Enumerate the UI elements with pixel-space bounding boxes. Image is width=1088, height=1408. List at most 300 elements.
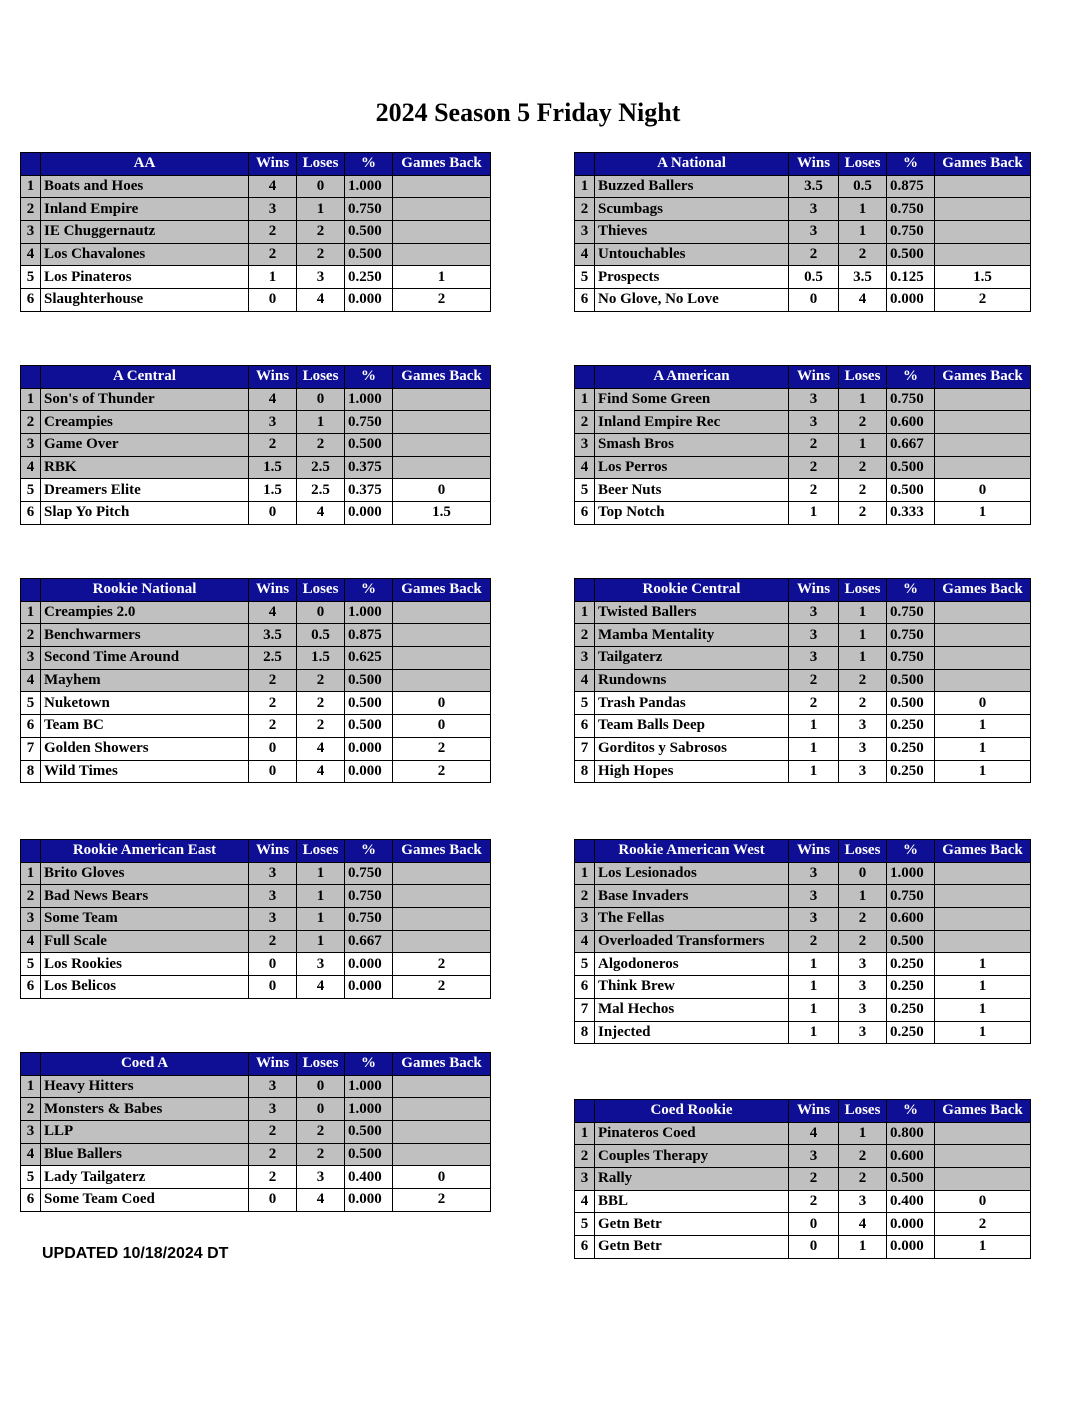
rank-cell: 6 xyxy=(575,289,595,312)
standings-row xyxy=(21,862,491,885)
pct-cell: 0.750 xyxy=(887,647,935,670)
loses-cell: 2 xyxy=(839,456,887,479)
games-back-header: Games Back xyxy=(393,366,491,389)
standings-row xyxy=(575,998,1031,1021)
loses-cell: 4 xyxy=(297,1189,345,1212)
games-back-cell: 0 xyxy=(935,479,1031,502)
games-back-cell xyxy=(393,908,491,931)
rank-cell: 2 xyxy=(21,624,41,647)
rank-cell: 3 xyxy=(575,908,595,931)
loses-cell: 1 xyxy=(297,908,345,931)
division-table xyxy=(20,365,491,525)
division-table xyxy=(20,1052,491,1212)
wins-cell: 3 xyxy=(789,411,839,434)
rank-cell: 1 xyxy=(575,388,595,411)
wins-cell: 3 xyxy=(789,221,839,244)
wins-cell: 3 xyxy=(789,198,839,221)
wins-cell: 0 xyxy=(249,737,297,760)
wins-cell: 2 xyxy=(249,715,297,738)
loses-cell: 2 xyxy=(297,715,345,738)
pct-cell: 0.500 xyxy=(887,479,935,502)
loses-cell: 0 xyxy=(297,1075,345,1098)
wins-cell: 1.5 xyxy=(249,479,297,502)
wins-cell: 1 xyxy=(789,976,839,999)
pct-cell: 0.000 xyxy=(345,289,393,312)
wins-header: Wins xyxy=(789,153,839,176)
team-name: Slaughterhouse xyxy=(41,289,249,312)
team-name: Pinateros Coed xyxy=(595,1122,789,1145)
games-back-cell: 1 xyxy=(393,266,491,289)
pct-cell: 0.250 xyxy=(345,266,393,289)
pct-cell: 0.750 xyxy=(887,221,935,244)
games-back-cell xyxy=(393,647,491,670)
wins-cell: 1 xyxy=(249,266,297,289)
team-name: Creampies xyxy=(41,411,249,434)
wins-cell: 0 xyxy=(249,953,297,976)
rank-cell: 2 xyxy=(575,1145,595,1168)
standings-row xyxy=(21,624,491,647)
division-name: A Central xyxy=(41,366,249,389)
rank-header xyxy=(21,579,41,602)
standings-row xyxy=(21,1166,491,1189)
team-name: Los Perros xyxy=(595,456,789,479)
division-table xyxy=(574,839,1031,1044)
loses-cell: 2 xyxy=(839,930,887,953)
games-back-cell xyxy=(935,601,1031,624)
games-back-cell: 0 xyxy=(393,479,491,502)
loses-cell: 1 xyxy=(839,1122,887,1145)
pct-header: % xyxy=(887,153,935,176)
rank-cell: 6 xyxy=(21,976,41,999)
games-back-cell xyxy=(393,1143,491,1166)
wins-cell: 2 xyxy=(249,243,297,266)
wins-cell: 2 xyxy=(249,930,297,953)
standings-row xyxy=(21,647,491,670)
loses-header: Loses xyxy=(839,840,887,863)
games-back-cell xyxy=(393,624,491,647)
team-name: Tailgaterz xyxy=(595,647,789,670)
loses-cell: 3 xyxy=(297,953,345,976)
rank-cell: 6 xyxy=(575,715,595,738)
wins-cell: 2 xyxy=(789,1190,839,1213)
division-name: Rookie Central xyxy=(595,579,789,602)
team-name: Algodoneros xyxy=(595,953,789,976)
games-back-cell: 2 xyxy=(935,1213,1031,1236)
loses-cell: 0 xyxy=(839,862,887,885)
division-name: A American xyxy=(595,366,789,389)
rank-cell: 8 xyxy=(575,1021,595,1044)
team-name: Beer Nuts xyxy=(595,479,789,502)
standings-row xyxy=(575,289,1031,312)
games-back-cell xyxy=(935,221,1031,244)
rank-cell: 5 xyxy=(575,1213,595,1236)
loses-header: Loses xyxy=(839,366,887,389)
loses-cell: 1 xyxy=(839,388,887,411)
standings-row xyxy=(21,502,491,525)
rank-cell: 4 xyxy=(575,669,595,692)
loses-cell: 3 xyxy=(297,1166,345,1189)
team-name: Wild Times xyxy=(41,760,249,783)
loses-cell: 1 xyxy=(297,862,345,885)
wins-cell: 2 xyxy=(789,456,839,479)
wins-cell: 3 xyxy=(789,601,839,624)
team-name: Blue Ballers xyxy=(41,1143,249,1166)
games-back-cell xyxy=(393,198,491,221)
team-name: Second Time Around xyxy=(41,647,249,670)
wins-cell: 3 xyxy=(789,388,839,411)
pct-cell: 0.000 xyxy=(345,737,393,760)
rank-cell: 4 xyxy=(575,930,595,953)
pct-cell: 0.500 xyxy=(887,1168,935,1191)
pct-cell: 0.400 xyxy=(887,1190,935,1213)
wins-cell: 2 xyxy=(249,221,297,244)
games-back-cell: 2 xyxy=(393,289,491,312)
pct-cell: 0.250 xyxy=(887,760,935,783)
rank-cell: 4 xyxy=(575,1190,595,1213)
games-back-cell xyxy=(935,434,1031,457)
pct-cell: 0.500 xyxy=(887,930,935,953)
wins-cell: 3 xyxy=(789,647,839,670)
loses-cell: 3 xyxy=(839,715,887,738)
standings-row xyxy=(21,908,491,931)
rank-cell: 6 xyxy=(575,976,595,999)
wins-cell: 4 xyxy=(249,601,297,624)
rank-cell: 3 xyxy=(575,434,595,457)
pct-cell: 0.750 xyxy=(887,198,935,221)
rank-cell: 1 xyxy=(21,1075,41,1098)
wins-cell: 2 xyxy=(789,434,839,457)
standings-row xyxy=(575,434,1031,457)
loses-cell: 2 xyxy=(297,1121,345,1144)
standings-row xyxy=(575,479,1031,502)
loses-header: Loses xyxy=(839,153,887,176)
rank-cell: 4 xyxy=(21,243,41,266)
team-name: Bad News Bears xyxy=(41,885,249,908)
games-back-header: Games Back xyxy=(935,366,1031,389)
team-name: Creampies 2.0 xyxy=(41,601,249,624)
loses-cell: 0 xyxy=(297,175,345,198)
pct-header: % xyxy=(345,366,393,389)
standings-row xyxy=(575,737,1031,760)
division-table xyxy=(574,1099,1031,1259)
standings-row xyxy=(575,1122,1031,1145)
loses-cell: 1 xyxy=(839,1236,887,1259)
rank-header xyxy=(21,840,41,863)
division-name: Rookie National xyxy=(41,579,249,602)
pct-cell: 0.500 xyxy=(345,715,393,738)
rank-cell: 6 xyxy=(575,1236,595,1259)
pct-cell: 0.500 xyxy=(887,456,935,479)
rank-cell: 5 xyxy=(575,266,595,289)
standings-row xyxy=(21,198,491,221)
division-table xyxy=(20,152,491,312)
wins-cell: 1 xyxy=(789,1021,839,1044)
pct-cell: 1.000 xyxy=(345,175,393,198)
pct-cell: 0.600 xyxy=(887,908,935,931)
division-name: Coed A xyxy=(41,1053,249,1076)
standings-row xyxy=(21,1121,491,1144)
wins-cell: 3.5 xyxy=(249,624,297,647)
wins-cell: 1 xyxy=(789,715,839,738)
pct-cell: 0.750 xyxy=(345,885,393,908)
team-name: Son's of Thunder xyxy=(41,388,249,411)
division-table xyxy=(574,365,1031,525)
pct-cell: 0.250 xyxy=(887,715,935,738)
team-name: Brito Gloves xyxy=(41,862,249,885)
rank-cell: 1 xyxy=(21,388,41,411)
loses-header: Loses xyxy=(297,366,345,389)
standings-row xyxy=(21,601,491,624)
games-back-cell xyxy=(393,1098,491,1121)
pct-header: % xyxy=(345,579,393,602)
rank-header xyxy=(575,153,595,176)
team-name: Los Lesionados xyxy=(595,862,789,885)
pct-cell: 0.125 xyxy=(887,266,935,289)
rank-cell: 6 xyxy=(21,715,41,738)
loses-cell: 4 xyxy=(297,502,345,525)
games-back-cell: 1 xyxy=(935,737,1031,760)
rank-cell: 6 xyxy=(21,502,41,525)
games-back-header: Games Back xyxy=(935,153,1031,176)
loses-header: Loses xyxy=(297,1053,345,1076)
standings-row xyxy=(575,692,1031,715)
wins-cell: 3.5 xyxy=(789,175,839,198)
pct-cell: 0.750 xyxy=(345,862,393,885)
pct-header: % xyxy=(887,1100,935,1123)
games-back-cell: 0 xyxy=(393,692,491,715)
wins-cell: 1 xyxy=(789,998,839,1021)
games-back-header: Games Back xyxy=(935,840,1031,863)
standings-row xyxy=(575,930,1031,953)
team-name: Boats and Hoes xyxy=(41,175,249,198)
games-back-cell: 2 xyxy=(393,1189,491,1212)
loses-header: Loses xyxy=(839,579,887,602)
games-back-cell: 2 xyxy=(393,976,491,999)
pct-cell: 0.750 xyxy=(345,198,393,221)
rank-cell: 4 xyxy=(575,243,595,266)
team-name: Trash Pandas xyxy=(595,692,789,715)
header-row xyxy=(575,366,1031,389)
pct-cell: 0.500 xyxy=(345,434,393,457)
standings-row xyxy=(21,1075,491,1098)
loses-cell: 3 xyxy=(839,1190,887,1213)
header-row xyxy=(21,840,491,863)
team-name: IE Chuggernautz xyxy=(41,221,249,244)
wins-cell: 3 xyxy=(249,411,297,434)
wins-cell: 3 xyxy=(249,862,297,885)
games-back-cell: 0 xyxy=(935,692,1031,715)
rank-cell: 2 xyxy=(21,198,41,221)
team-name: Mayhem xyxy=(41,669,249,692)
team-name: RBK xyxy=(41,456,249,479)
wins-cell: 0 xyxy=(249,289,297,312)
team-name: Top Notch xyxy=(595,502,789,525)
rank-cell: 3 xyxy=(575,647,595,670)
standings-row xyxy=(575,243,1031,266)
division-table xyxy=(20,839,491,999)
pct-cell: 0.750 xyxy=(887,624,935,647)
wins-cell: 4 xyxy=(249,388,297,411)
pct-cell: 0.250 xyxy=(887,1021,935,1044)
team-name: Rally xyxy=(595,1168,789,1191)
games-back-cell: 1 xyxy=(935,1021,1031,1044)
pct-cell: 1.000 xyxy=(345,1075,393,1098)
team-name: Buzzed Ballers xyxy=(595,175,789,198)
team-name: Rundowns xyxy=(595,669,789,692)
pct-cell: 0.500 xyxy=(345,243,393,266)
wins-cell: 3 xyxy=(789,1145,839,1168)
standings-row xyxy=(21,479,491,502)
pct-cell: 0.750 xyxy=(345,411,393,434)
pct-cell: 0.667 xyxy=(345,930,393,953)
loses-cell: 4 xyxy=(297,760,345,783)
team-name: Los Rookies xyxy=(41,953,249,976)
team-name: LLP xyxy=(41,1121,249,1144)
games-back-cell xyxy=(393,885,491,908)
rank-cell: 4 xyxy=(575,456,595,479)
wins-cell: 2 xyxy=(249,1166,297,1189)
games-back-cell xyxy=(935,930,1031,953)
wins-cell: 1 xyxy=(789,737,839,760)
standings-row xyxy=(575,976,1031,999)
wins-cell: 2 xyxy=(789,479,839,502)
rank-cell: 3 xyxy=(21,908,41,931)
loses-cell: 1 xyxy=(297,411,345,434)
games-back-cell: 2 xyxy=(393,760,491,783)
games-back-cell xyxy=(393,1075,491,1098)
rank-header xyxy=(575,1100,595,1123)
standings-row xyxy=(21,221,491,244)
standings-row xyxy=(21,243,491,266)
rank-cell: 7 xyxy=(21,737,41,760)
games-back-cell xyxy=(935,411,1031,434)
wins-header: Wins xyxy=(249,840,297,863)
loses-cell: 4 xyxy=(297,737,345,760)
standings-row xyxy=(21,411,491,434)
standings-row xyxy=(21,388,491,411)
games-back-cell xyxy=(393,221,491,244)
loses-cell: 2 xyxy=(839,502,887,525)
rank-cell: 3 xyxy=(575,221,595,244)
pct-cell: 0.750 xyxy=(345,908,393,931)
loses-cell: 2 xyxy=(839,479,887,502)
rank-cell: 3 xyxy=(21,647,41,670)
pct-cell: 0.375 xyxy=(345,456,393,479)
page-title: 2024 Season 5 Friday Night xyxy=(375,98,681,127)
team-name: Getn Betr xyxy=(595,1236,789,1259)
games-back-cell: 2 xyxy=(393,953,491,976)
games-back-cell: 1.5 xyxy=(935,266,1031,289)
rank-header xyxy=(575,840,595,863)
games-back-cell xyxy=(393,175,491,198)
team-name: Nuketown xyxy=(41,692,249,715)
wins-cell: 1.5 xyxy=(249,456,297,479)
games-back-cell xyxy=(935,243,1031,266)
header-row xyxy=(21,366,491,389)
standings-row xyxy=(21,976,491,999)
rank-cell: 6 xyxy=(21,1189,41,1212)
pct-cell: 0.333 xyxy=(887,502,935,525)
loses-cell: 3 xyxy=(839,1021,887,1044)
loses-header: Loses xyxy=(297,579,345,602)
team-name: Getn Betr xyxy=(595,1213,789,1236)
rank-cell: 2 xyxy=(575,411,595,434)
standings-row xyxy=(21,885,491,908)
loses-cell: 0.5 xyxy=(297,624,345,647)
loses-cell: 1.5 xyxy=(297,647,345,670)
pct-cell: 0.500 xyxy=(345,1121,393,1144)
wins-cell: 2 xyxy=(789,930,839,953)
loses-cell: 2 xyxy=(839,243,887,266)
games-back-cell xyxy=(935,647,1031,670)
rank-cell: 5 xyxy=(575,953,595,976)
games-back-header: Games Back xyxy=(935,579,1031,602)
team-name: Los Chavalones xyxy=(41,243,249,266)
pct-cell: 1.000 xyxy=(345,601,393,624)
wins-cell: 2 xyxy=(249,669,297,692)
loses-cell: 2 xyxy=(297,1143,345,1166)
standings-row xyxy=(575,885,1031,908)
rank-cell: 4 xyxy=(21,930,41,953)
games-back-cell xyxy=(935,908,1031,931)
pct-cell: 1.000 xyxy=(345,1098,393,1121)
division-name: A National xyxy=(595,153,789,176)
team-name: Los Pinateros xyxy=(41,266,249,289)
wins-cell: 0 xyxy=(789,1236,839,1259)
header-row xyxy=(575,579,1031,602)
wins-header: Wins xyxy=(789,579,839,602)
loses-cell: 2 xyxy=(839,1168,887,1191)
loses-cell: 3 xyxy=(839,998,887,1021)
pct-cell: 0.500 xyxy=(887,692,935,715)
standings-row xyxy=(21,692,491,715)
standings-row xyxy=(575,221,1031,244)
pct-cell: 0.500 xyxy=(345,692,393,715)
games-back-cell xyxy=(393,243,491,266)
team-name: Twisted Ballers xyxy=(595,601,789,624)
standings-row xyxy=(21,1143,491,1166)
loses-cell: 2 xyxy=(297,692,345,715)
team-name: Dreamers Elite xyxy=(41,479,249,502)
rank-cell: 2 xyxy=(575,198,595,221)
games-back-cell: 1 xyxy=(935,953,1031,976)
wins-cell: 3 xyxy=(249,1098,297,1121)
games-back-cell: 2 xyxy=(393,737,491,760)
pct-cell: 0.250 xyxy=(887,976,935,999)
wins-cell: 2 xyxy=(249,1121,297,1144)
pct-cell: 0.875 xyxy=(345,624,393,647)
team-name: Base Invaders xyxy=(595,885,789,908)
rank-cell: 3 xyxy=(21,434,41,457)
standings-row xyxy=(575,266,1031,289)
rank-cell: 2 xyxy=(575,885,595,908)
header-row xyxy=(575,153,1031,176)
wins-cell: 2 xyxy=(789,1168,839,1191)
wins-cell: 3 xyxy=(249,1075,297,1098)
rank-header xyxy=(21,366,41,389)
team-name: Heavy Hitters xyxy=(41,1075,249,1098)
rank-header xyxy=(575,366,595,389)
standings-row xyxy=(21,1098,491,1121)
team-name: Smash Bros xyxy=(595,434,789,457)
loses-cell: 2 xyxy=(297,221,345,244)
games-back-cell: 1 xyxy=(935,1236,1031,1259)
games-back-cell: 1 xyxy=(935,760,1031,783)
games-back-cell: 1.5 xyxy=(393,502,491,525)
wins-cell: 0 xyxy=(249,1189,297,1212)
pct-cell: 0.000 xyxy=(345,760,393,783)
loses-cell: 4 xyxy=(297,289,345,312)
